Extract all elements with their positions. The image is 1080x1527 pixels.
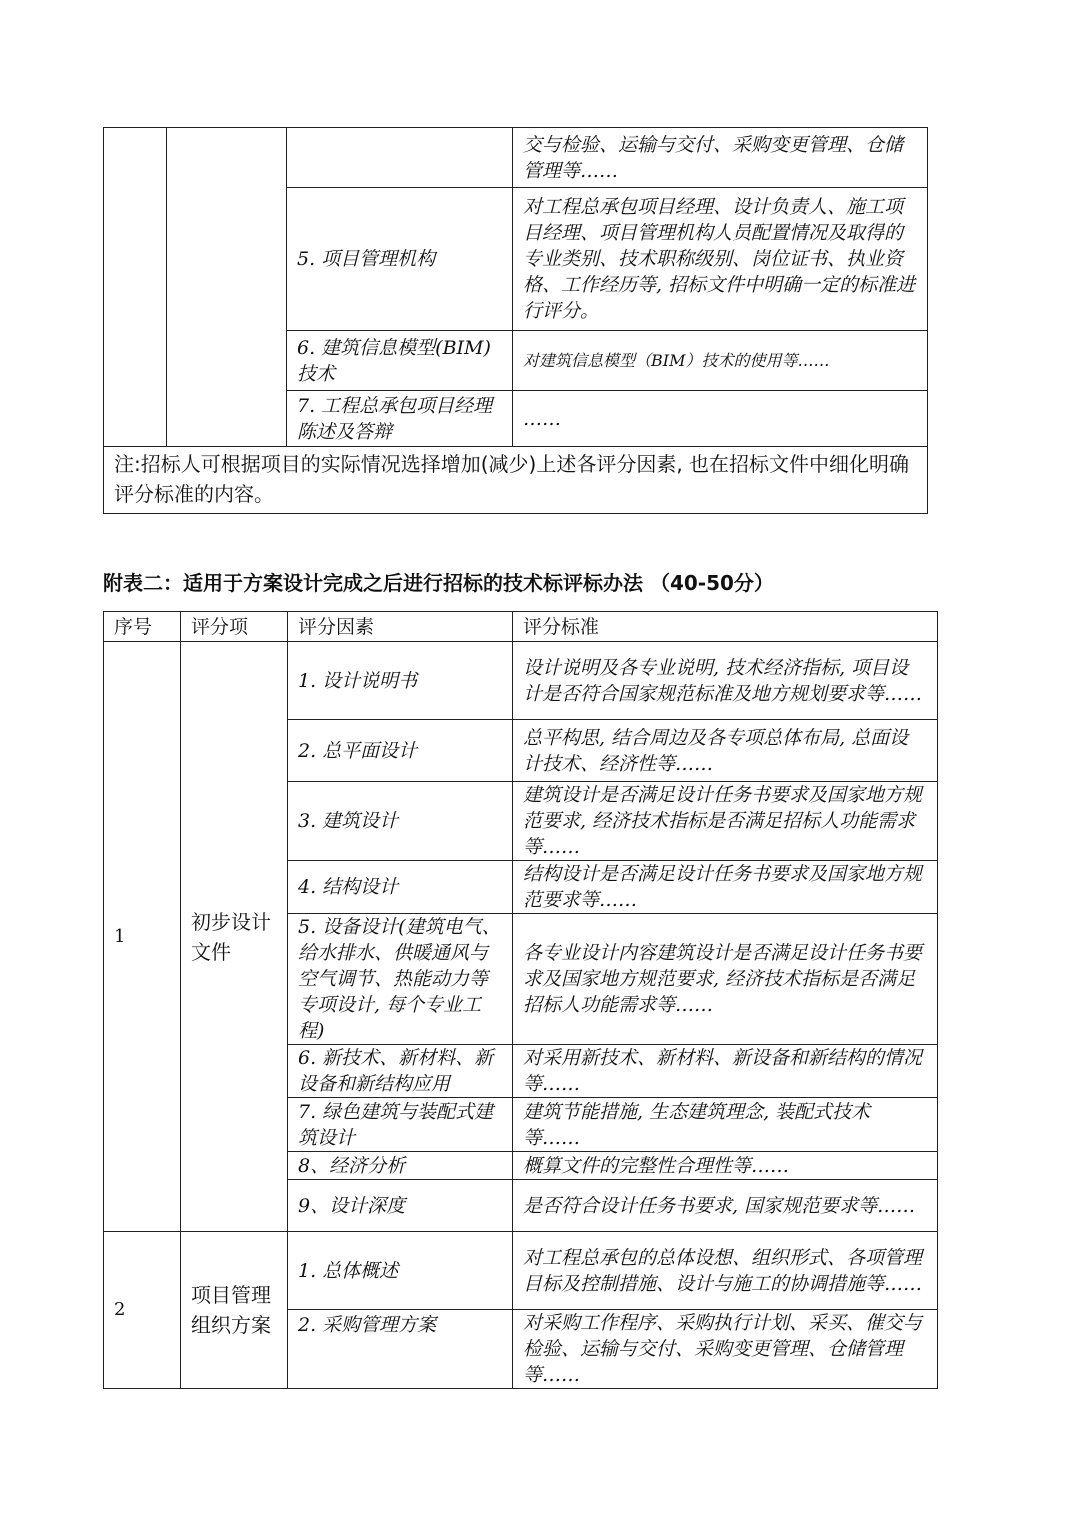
standard-cell: 设计说明及各专业说明, 技术经济指标, 项目设计是否符合国家规范标准及地方规划要求等…… [513,642,938,720]
item-cell: 项目管理组织方案 [181,1232,288,1389]
header-item: 评分项 [181,612,288,642]
table-note: 注:招标人可根据项目的实际情况选择增加(减少)上述各评分因素, 也在招标文件中细化明确评分标准的内容。 [104,447,928,514]
factor-cell: 6. 建筑信息模型(BIM)技术 [287,331,513,391]
item-cell [167,128,287,447]
standard-cell: 对工程总承包的总体设想、组织形式、各项管理目标及控制措施、设计与施工的协调措施等…… [513,1232,938,1310]
factor-cell: 3. 建筑设计 [288,782,513,861]
standard-cell: 交与检验、运输与交付、采购变更管理、仓储管理等…… [513,128,928,188]
seq-cell: 2 [104,1232,181,1389]
standard-cell: 对工程总承包项目经理、设计负责人、施工项目经理、项目管理机构人员配置情况及取得的专业类别、技术职称级别、岗位证书、执业资格、工作经历等, 招标文件中明确一定的标准进行评分。 [513,188,928,331]
standard-cell: 总平构思, 结合周边及各专项总体布局, 总面设计技术、经济性等…… [513,720,938,782]
factor-cell: 2. 采购管理方案 [288,1310,513,1389]
factor-cell: 1. 总体概述 [288,1232,513,1310]
header-seq: 序号 [104,612,181,642]
standard-cell: 是否符合设计任务书要求, 国家规范要求等…… [513,1180,938,1232]
seq-cell [104,128,167,447]
header-factor: 评分因素 [288,612,513,642]
factor-cell: 5. 设备设计(建筑电气、给水排水、供暖通风与空气调节、热能动力等专项设计, 每个专业工程) [288,914,513,1045]
standard-cell: 结构设计是否满足设计任务书要求及国家地方规范要求等…… [513,861,938,914]
standard-cell: 建筑节能措施, 生态建筑理念, 装配式技术等…… [513,1098,938,1152]
factor-cell: 2. 总平面设计 [288,720,513,782]
scoring-table-continued [103,127,928,514]
table-title: 附表二：适用于方案设计完成之后进行招标的技术标评标办法 （40-50分） [103,571,774,595]
seq-cell: 1 [104,642,181,1232]
factor-cell: 1. 设计说明书 [288,642,513,720]
factor-cell: 6. 新技术、新材料、新设备和新结构应用 [288,1045,513,1098]
table-note-row [104,447,928,514]
table-row [104,642,938,720]
table-row [104,1232,938,1310]
factor-cell: 7. 工程总承包项目经理陈述及答辩 [287,391,513,447]
factor-cell: 8、经济分析 [288,1152,513,1180]
standard-cell: 建筑设计是否满足设计任务书要求及国家地方规范要求, 经济技术指标是否满足招标人功能需求等…… [513,782,938,861]
factor-cell: 4. 结构设计 [288,861,513,914]
factor-cell: 9、设计深度 [288,1180,513,1232]
factor-cell: 7. 绿色建筑与装配式建筑设计 [288,1098,513,1152]
table-row [104,128,928,188]
standard-cell: 对建筑信息模型（BIM）技术的使用等…… [513,331,928,391]
scoring-table [103,611,938,1389]
table-header-row [104,612,938,642]
standard-cell: …… [513,391,928,447]
factor-cell [287,128,513,188]
header-standard: 评分标准 [513,612,938,642]
standard-cell: 对采用新技术、新材料、新设备和新结构的情况等…… [513,1045,938,1098]
standard-cell: 概算文件的完整性合理性等…… [513,1152,938,1180]
item-cell: 初步设计文件 [181,642,288,1232]
standard-cell: 对采购工作程序、采购执行计划、采买、催交与检验、运输与交付、采购变更管理、仓储管理等…… [513,1310,938,1389]
factor-cell: 5. 项目管理机构 [287,188,513,331]
standard-cell: 各专业设计内容建筑设计是否满足设计任务书要求及国家地方规范要求, 经济技术指标是否满足招标人功能需求等…… [513,914,938,1045]
